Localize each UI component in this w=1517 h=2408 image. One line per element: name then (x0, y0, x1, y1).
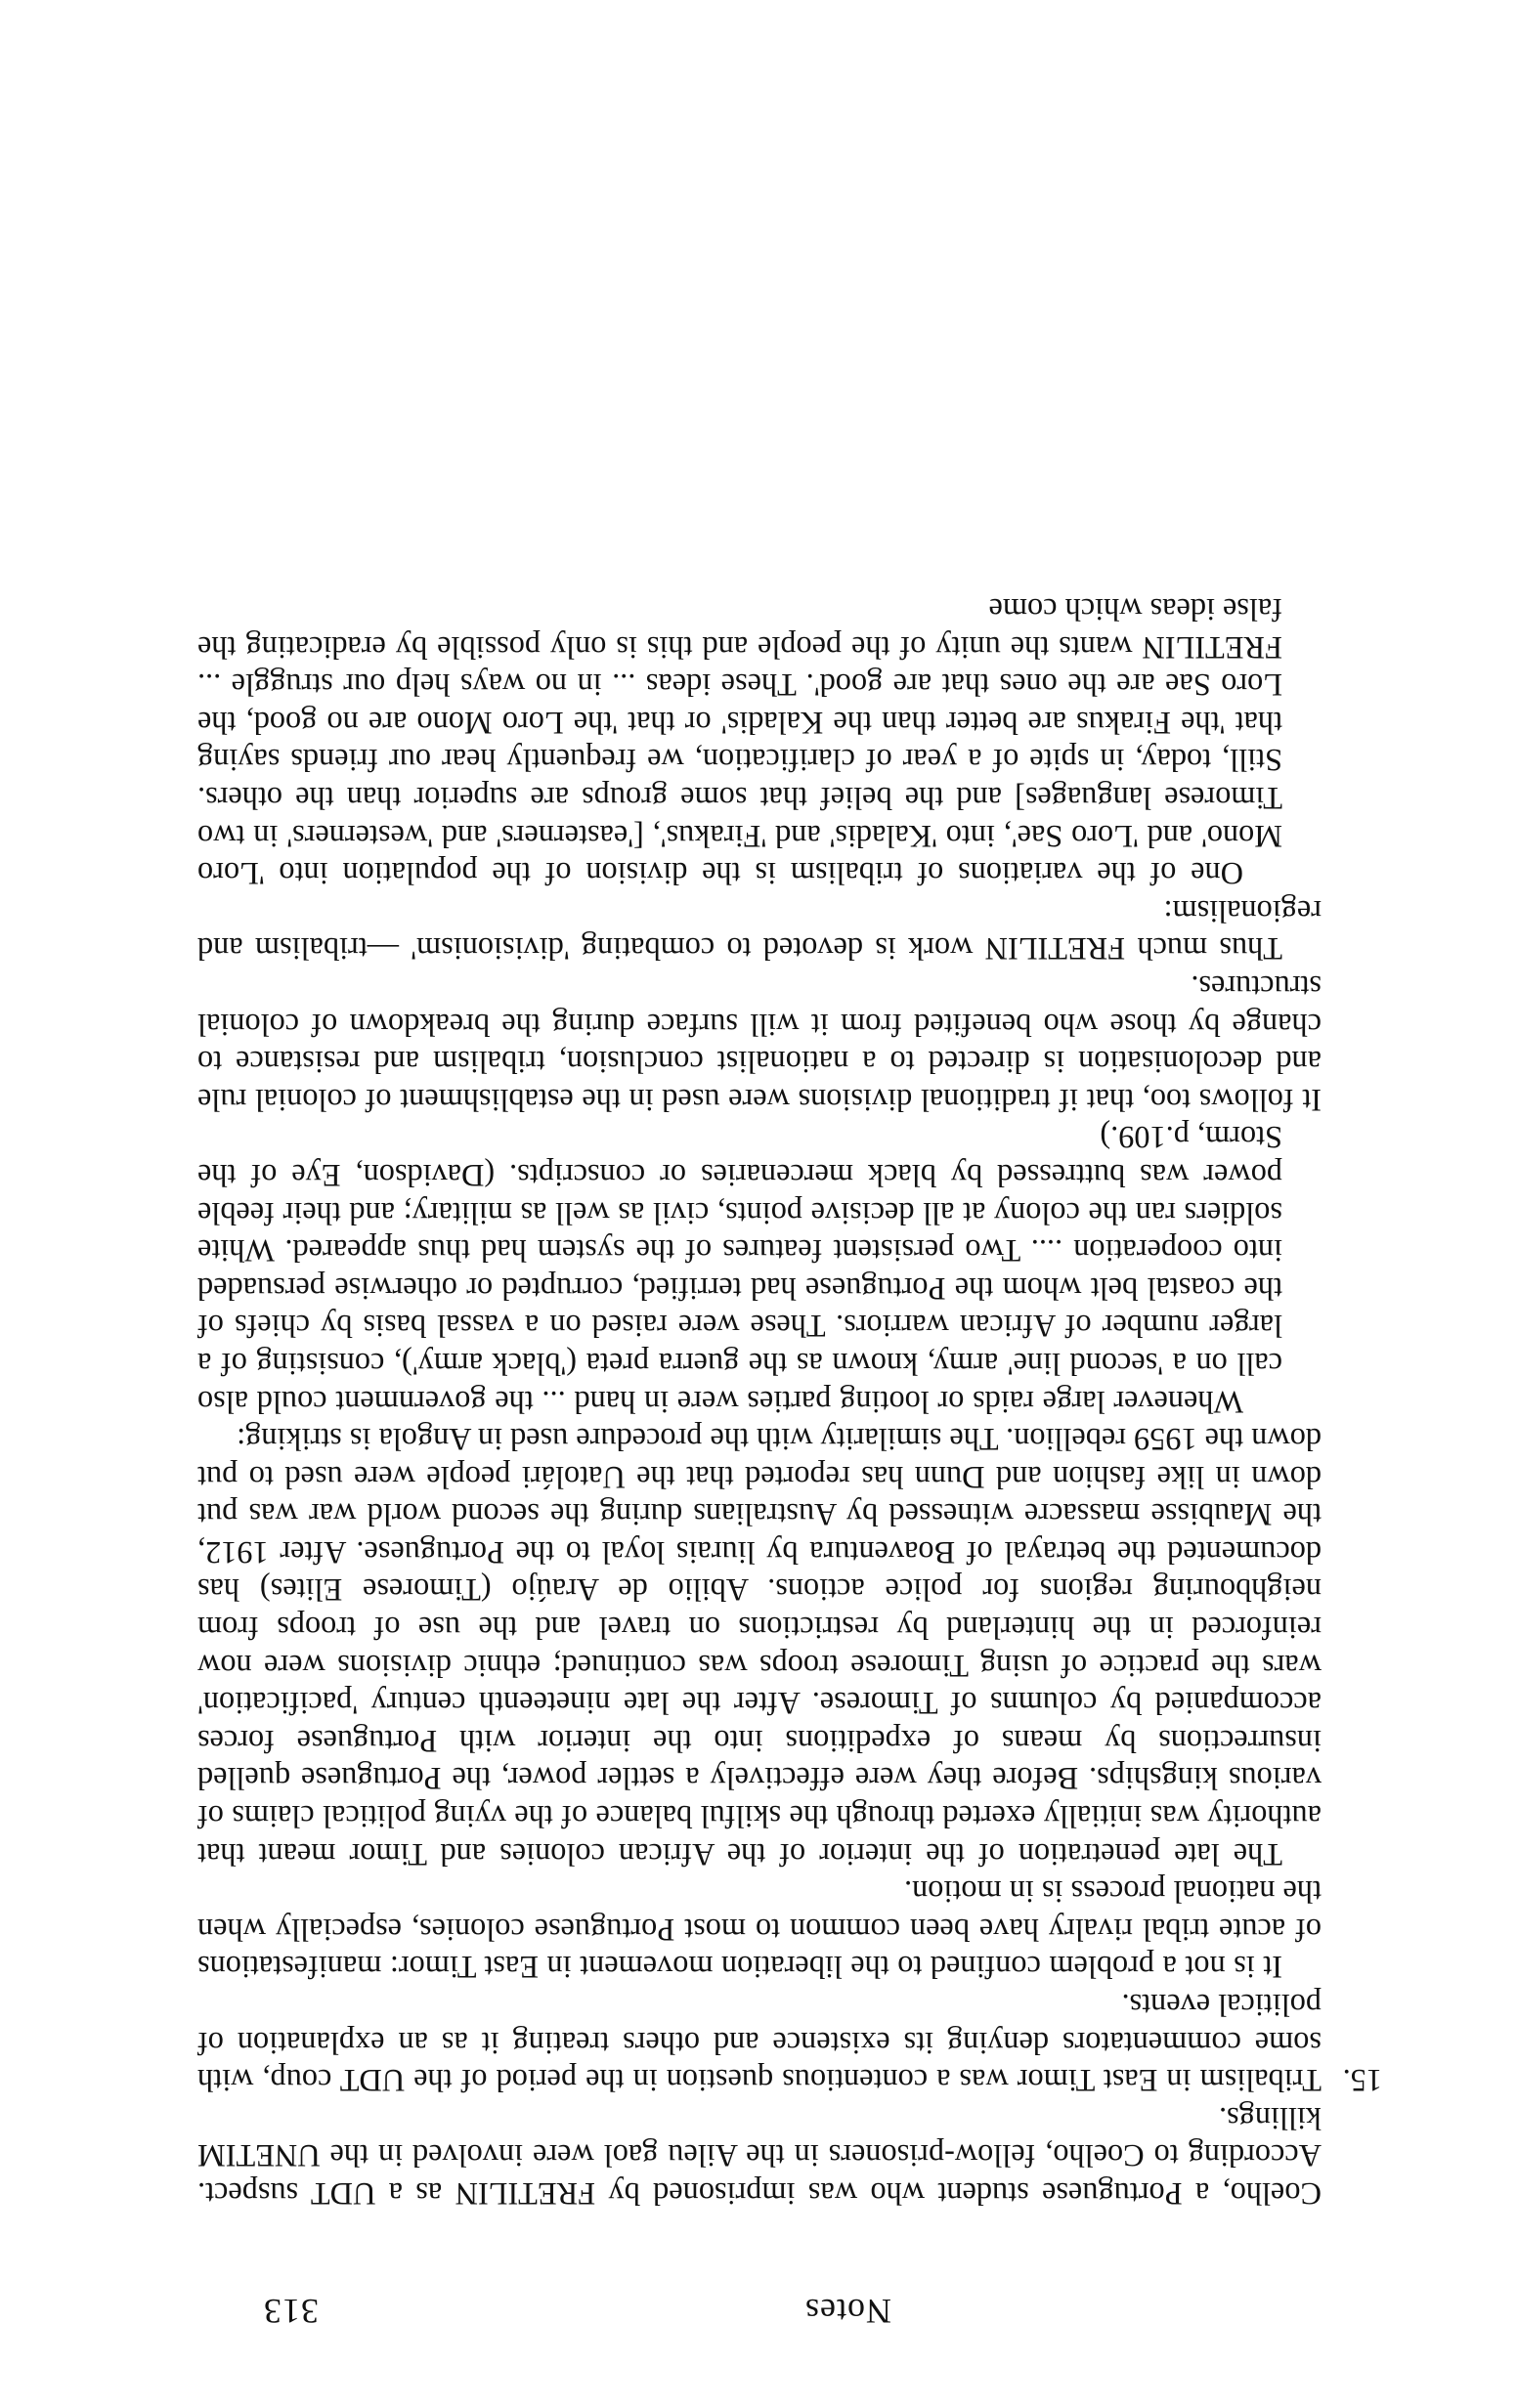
note-15 (197, 1986, 1382, 2099)
note-15-text: Tribalism in East Timor was a contentious question in the period of the UDT coup, with some commentators denying its existence and others treating it as an explanation of political events. (197, 1988, 1322, 2099)
paragraph: It follows too, that if traditional divisions were used in the establishment of colonial rule and decolonisation is directed to a nationalist conclusion, tribalism and resistance to change by those who benefited from it will surface during the breakdown of colonial structures. (197, 969, 1322, 1118)
body-text (197, 590, 1382, 2213)
block-quote-text: Whenever large raids or looting parties were in hand ... the government could also call on a 'second line' army, known as the guerra preta ('black army'), consisting of a larger number of African warriors. These were raised on a vassal basis by chiefs of the coastal belt whom the Portuguese had terrified, corrupted or otherwise persuaded into cooperation .... Two persistent features of the system had thus appeared. White soldiers ran the colony at all decisive points, civil as well as military; and their feeble power was buttressed by black mercenaries or conscripts. (Davidson, Eye of the Storm, p.109.) (197, 1120, 1282, 1420)
running-head: Notes (804, 2292, 891, 2331)
block-quote (197, 1119, 1322, 1421)
block-quote (197, 590, 1322, 892)
note-number: 15. (1342, 2063, 1382, 2099)
paragraph: Thus much FRETILIN work is devoted to combating 'divisionism' —tribalism and regionalism: (197, 893, 1322, 968)
page-header (0, 2273, 1517, 2332)
paragraph: It is not a problem confined to the liberation movement in East Timor: manifestations of acute tribal rivalry have been common to most Portuguese colonies, especially when the national process is in motion. (197, 1874, 1322, 1986)
page-number: 313 (263, 2292, 319, 2331)
paragraph-continuation: Coelho, a Portuguese student who was imprisoned by FRETILIN as a UDT suspect. According to Coelho, fellow-prisoners in the Aileu gaol were involved in the UNETIM killings. (197, 2100, 1322, 2212)
block-quote-text: One of the variations of tribalism is the division of the population into 'Loro Mono' and 'Loro Sae', into 'Kaladis' and 'Firakus', ['easterners' and 'westerners' in two Timorese languages] and the belief that some groups are superior than the others. Still, today, in spite of a year of clarification, we frequently hear our friends saying that 'the Firakus are better than the Kaladis' or that 'the Loro Mono are no good, the Loro Sae are the ones that are good'. These ideas ... in no ways help our struggle ... FRETILIN wants the unity of the people and this is only possible by eradicating the false ideas which come (197, 592, 1282, 892)
paragraph: The late penetration of the interior of the African colonies and Timor meant that authority was initially exerted through the skilful balance of the vying political claims of various kingships. Before they were effectively a settler power, the Portuguese quelled insurrections by means of expeditions into the interior with Portuguese forces accompanied by columns of Timorese. After the late nineteenth century 'pacification' wars the practice of using Timorese troops was continued; ethnic divisions were now reinforced in the hinterland by restrictions on travel and the use of troops from neighbouring regions for police actions. Abilio de Araújo (Timorese Elites) has documented the betrayal of Boaventura by liurais loyal to the Portuguese. After 1912, the Maubisse massacre witnessed by Australians during the second world war was put down in like fashion and Dunn has reported that the Uatolári people were used to put down the 1959 rebellion. The similarity with the procedure used in Angola is striking: (197, 1422, 1322, 1872)
